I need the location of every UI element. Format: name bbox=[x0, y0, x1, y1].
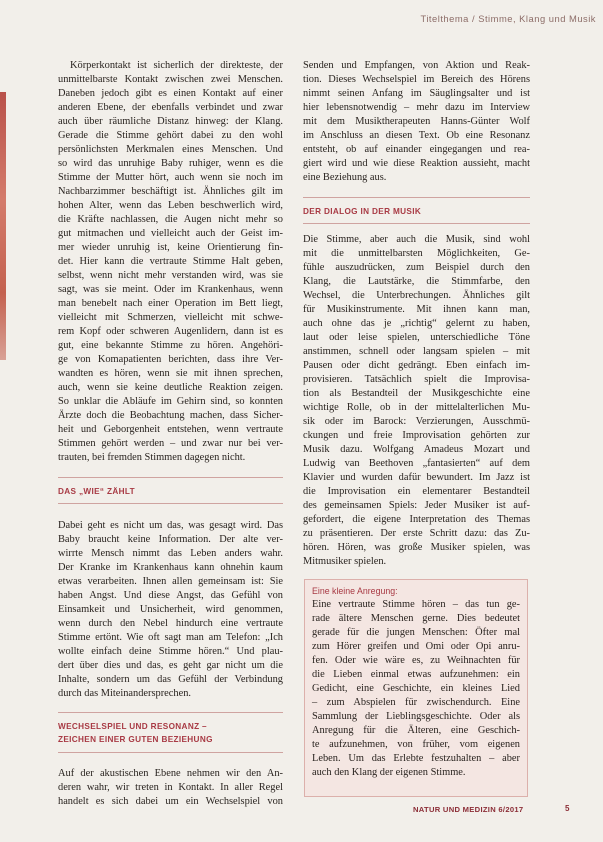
section-heading-wie bbox=[58, 485, 283, 498]
section-divider bbox=[58, 503, 283, 504]
paragraph-line: dert über dies und das, es geht gar nicht um die bbox=[58, 660, 283, 671]
tip-box bbox=[304, 579, 528, 797]
section-divider bbox=[58, 477, 283, 478]
paragraph-line: deren wahr, wir treten in Kontakt. In aller Regel bbox=[58, 782, 283, 793]
paragraph-line: ckungen und freie Improvisation gehörten zur bbox=[303, 430, 530, 441]
tip-line: Leben. Um das Erlebte festzuhalten – aber bbox=[312, 753, 520, 764]
paragraph-line: wenn durch den Nebel hindurch eine vertraute bbox=[58, 618, 283, 629]
page-edge-photo-strip bbox=[0, 92, 6, 360]
paragraph-continued bbox=[303, 59, 530, 185]
paragraph-line: wollte einfach deine Stimme hören.“ Und plau- bbox=[58, 646, 283, 657]
paragraph-line: durch das Miteinandersprechen. bbox=[58, 688, 192, 699]
paragraph-line: Der Kranke im Krankenhaus kann ohnehin kaum bbox=[58, 562, 283, 573]
intro-line: Körperkontakt ist sicherlich der direkteste, der bbox=[70, 60, 283, 71]
tip-line: auch den Klang der eigenen Stimme. bbox=[312, 767, 466, 778]
paragraph-line: mit die unmittelbarsten Möglichkeiten, Ge- bbox=[303, 248, 530, 259]
paragraph-line: Musik dazu. Wolfgang Amadeus Mozart und bbox=[303, 444, 530, 455]
paragraph-line: etwas verarbeiten. Ihnen allen gemeinsam ist: Sie bbox=[58, 576, 283, 587]
tip-box-text bbox=[312, 598, 520, 780]
tip-line: zum Hörer greifen und Omi oder Opi anru- bbox=[312, 641, 520, 652]
paragraph-line: Senden und Empfangen, von Aktion und Reak- bbox=[303, 60, 530, 71]
intro-line: mer wieder unruhig ist, keine Orientierung fin- bbox=[58, 242, 283, 253]
tip-line: – zum Abspielen für zwischendurch. Eine bbox=[312, 697, 520, 708]
intro-line: det. Hier kann die vertraute Stimme Halt geben, bbox=[58, 256, 283, 267]
paragraph-line: fühle auszudrücken, zum Beispiel durch den bbox=[303, 262, 530, 273]
tip-line: die Lieben einmal etwas aufzunehmen: ein bbox=[312, 669, 520, 680]
intro-line: rem Kopf oder schweren Augenlidern, dann ist es bbox=[58, 326, 283, 337]
intro-line: hohen Alter, wenn das Leben beschwerlich wird, bbox=[58, 200, 283, 211]
paragraph-line: laut oder leise spielen, unterschiedliche Töne bbox=[303, 332, 530, 343]
heading-text-line-2: ZEICHEN EINER GUTEN BEZIEHUNG bbox=[58, 735, 213, 744]
section-heading-dialog bbox=[303, 205, 530, 218]
paragraph-line: die Improvisation ein elementarer Bestandteil bbox=[303, 486, 530, 497]
heading-text: DAS „WIE“ ZÄHLT bbox=[58, 487, 135, 496]
paragraph-line: sik oder im Barock: Verzierungen, Ausschmü- bbox=[303, 416, 530, 427]
paragraph-line: anstimmen, schnell oder langsam spielen – mit bbox=[303, 346, 530, 357]
paragraph-line: mit dem Musiktherapeuten Hanns-Günter Wolf bbox=[303, 116, 530, 127]
paragraph-line: wichtige Rolle, ob in der mittelalterlichen Mu- bbox=[303, 402, 530, 413]
paragraph-wechselspiel bbox=[58, 767, 283, 809]
intro-line: So unklar die Abläufe im Gehirn sind, so konnten bbox=[58, 396, 283, 407]
section-divider bbox=[58, 752, 283, 753]
intro-line: anderen Ebene, der ebenfalls verbindet und zwar bbox=[58, 102, 283, 113]
footer-magazine-issue: NATUR UND MEDIZIN 6/2017 bbox=[413, 805, 524, 814]
intro-line: Stimmen gehört werden – und zwar nur bei ver- bbox=[58, 438, 283, 449]
tip-line: Anregung für die Älteren, eine Geschich- bbox=[312, 725, 520, 736]
intro-line: selbst, wenn nicht mehr verstanden wird, was sie bbox=[58, 270, 283, 281]
intro-line: auch über räumliche Distanz hinweg: der Klang. bbox=[58, 116, 283, 127]
tip-line: rade ältere Menschen gerne. Dies bedeutet bbox=[312, 613, 520, 624]
paragraph-line: eine Beziehung aus. bbox=[303, 172, 387, 183]
intro-line: gut mitmachen und vielleicht auch der Geist im- bbox=[58, 228, 283, 239]
section-divider bbox=[303, 223, 530, 224]
paragraph-line: im Anschluss an diesen Text. Ob eine Resonanz bbox=[303, 130, 530, 141]
running-header: Titelthema / Stimme, Klang und Musik bbox=[420, 13, 596, 24]
heading-text: DER DIALOG IN DER MUSIK bbox=[303, 207, 422, 216]
paragraph-line: Pausen oder dicht gedrängt. Eben einfach im- bbox=[303, 360, 530, 371]
paragraph-line: tion als Bestandteil der Musikgeschichte eine bbox=[303, 388, 530, 399]
paragraph-line: Baby braucht keine Information. Der alte ver- bbox=[58, 534, 283, 545]
paragraph-line: handelt es sich dabei um ein Wechselspiel von bbox=[58, 796, 283, 807]
intro-line: Daneben jedoch gibt es einen Kontakt auf einer bbox=[58, 88, 283, 99]
page-number: 5 bbox=[565, 804, 570, 813]
paragraph-line: Die Stimme, aber auch die Musik, sind wohl bbox=[303, 234, 530, 245]
right-column bbox=[303, 0, 530, 842]
paragraph-dialog bbox=[303, 233, 530, 569]
paragraph-line: zu präsentieren. Der erste Schritt dazu: das Zu- bbox=[303, 528, 530, 539]
tip-line: fen. Oder wie wäre es, zu Weihnachten für bbox=[312, 655, 520, 666]
intro-line: Gerade die Stimme gehört dabei zu den wohl bbox=[58, 130, 283, 141]
intro-line: die Kräfte nachlassen, die Augen nicht mehr so bbox=[58, 214, 283, 225]
section-heading-wechselspiel bbox=[58, 720, 283, 746]
intro-line: auch, wenn sie keine deutliche Reaktion zeigen. bbox=[58, 382, 283, 393]
paragraph-line: hier lebensnotwendig – mehr dazu im Interview bbox=[303, 102, 530, 113]
tip-line: Eine vertraute Stimme hören – das tun ge- bbox=[312, 599, 520, 610]
tip-line: gerade für die jungen Menschen: Öfter mal bbox=[312, 627, 520, 638]
intro-line: heit und Geborgenheit entstehen, wenn vertraute bbox=[58, 424, 283, 435]
section-divider bbox=[58, 712, 283, 713]
intro-line: unmittelbarste Kontakt zwischen zwei Menschen. bbox=[58, 74, 283, 85]
paragraph-line: giert wird und wie diese Reaktion aussieht, macht bbox=[303, 158, 530, 169]
paragraph-line: gefordert, die eigene Interpretation des Themas bbox=[303, 514, 530, 525]
intro-line: trauten, bei fremden Stimmen dagegen nicht. bbox=[58, 452, 246, 463]
intro-line: so wird das unruhige Baby ruhiger, wenn es die bbox=[58, 158, 283, 169]
paragraph-wie bbox=[58, 519, 283, 701]
paragraph-line: Klang, die Lautstärke, die Stimmfarbe, den bbox=[303, 276, 530, 287]
intro-line: persönlichsten Merkmalen eines Menschen. Und bbox=[58, 144, 283, 155]
paragraph-line: des gemeinsamen Spiels: Jeder Musiker ist auf- bbox=[303, 500, 530, 511]
intro-line: Stimme der Mutter hört, auch wenn sie noch im bbox=[58, 172, 283, 183]
paragraph-line: Auf der akustischen Ebene nehmen wir den An- bbox=[58, 768, 283, 779]
paragraph-line: Ludwig van Beethoven „fantasierten“ auf dem bbox=[303, 458, 530, 469]
paragraph-line: Wechsel, die Unterbrechungen. Ähnliches gilt bbox=[303, 290, 530, 301]
paragraph-line: entsteht, ob auf einander eingegangen und rea- bbox=[303, 144, 530, 155]
paragraph-line: hören. Hören, was große Musiker spielen, was bbox=[303, 542, 530, 553]
left-column bbox=[58, 0, 283, 842]
intro-line: Ärzte doch die Beobachtung machen, dass Sicher- bbox=[58, 410, 283, 421]
intro-line: ge von Komapatienten berichten, dass ihre Ver- bbox=[58, 354, 283, 365]
paragraph-line: auch ohne das je „richtig“ gelernt zu haben, bbox=[303, 318, 530, 329]
paragraph-line: für Musikinstrumente. Mit ihnen kann man, bbox=[303, 304, 530, 315]
paragraph-line: haben Angst. Und diese Angst, das Gefühl von bbox=[58, 590, 283, 601]
intro-line: vielleicht mit Schmerzen, vielleicht mit schwe- bbox=[58, 312, 283, 323]
paragraph-line: Mitmusiker spielen. bbox=[303, 556, 387, 567]
tip-line: te aufzunehmen, von früher, vom eigenen bbox=[312, 739, 520, 750]
section-divider bbox=[303, 197, 530, 198]
paragraph-line: Stimme ertönt. Wie oft sagt man am Telefon: „Ich bbox=[58, 632, 283, 643]
paragraph-line: Inhalte, sondern um das Gefühl der Verbindung bbox=[58, 674, 283, 685]
paragraph-line: tion. Dieses Wechselspiel im Bereich des Hörens bbox=[303, 74, 530, 85]
intro-line: Nachbarzimmer beschäftigt ist. Ähnliches gilt im bbox=[58, 186, 283, 197]
tip-box-title: Eine kleine Anregung: bbox=[312, 586, 398, 596]
paragraph-line: wirrte Mensch nimmt das Leben anders wahr. bbox=[58, 548, 283, 559]
paragraph-line: Dabei geht es nicht um das, was gesagt wird. Das bbox=[58, 520, 283, 531]
intro-line: wandten es hören, wenn sie mit ihnen sprechen, bbox=[58, 368, 283, 379]
intro-paragraph bbox=[58, 59, 283, 465]
paragraph-line: Einsamkeit und Unsicherheit, wird genommen, bbox=[58, 604, 283, 615]
intro-line: gut, eine bekannte Stimme zu hören. Angehöri- bbox=[58, 340, 283, 351]
intro-line: man benebelt nach einer Operation im Bett liegt, bbox=[58, 298, 283, 309]
intro-line: sagt, was sie meint. Oder im Krankenhaus, wenn bbox=[58, 284, 283, 295]
paragraph-line: provisieren. Tatsächlich spielt die Improvisa- bbox=[303, 374, 530, 385]
tip-line: Sammlung der Lieblingsgeschichte. Oder als bbox=[312, 711, 520, 722]
paragraph-line: Klavier und wurden dafür bewundert. Im Jazz ist bbox=[303, 472, 530, 483]
paragraph-line: nimmt seinen Anfang im Säuglingsalter und ist bbox=[303, 88, 530, 99]
heading-text-line-1: WECHSELSPIEL UND RESONANZ – bbox=[58, 722, 207, 731]
tip-line: Gedicht, eine Geschichte, ein kleines Lied bbox=[312, 683, 520, 694]
